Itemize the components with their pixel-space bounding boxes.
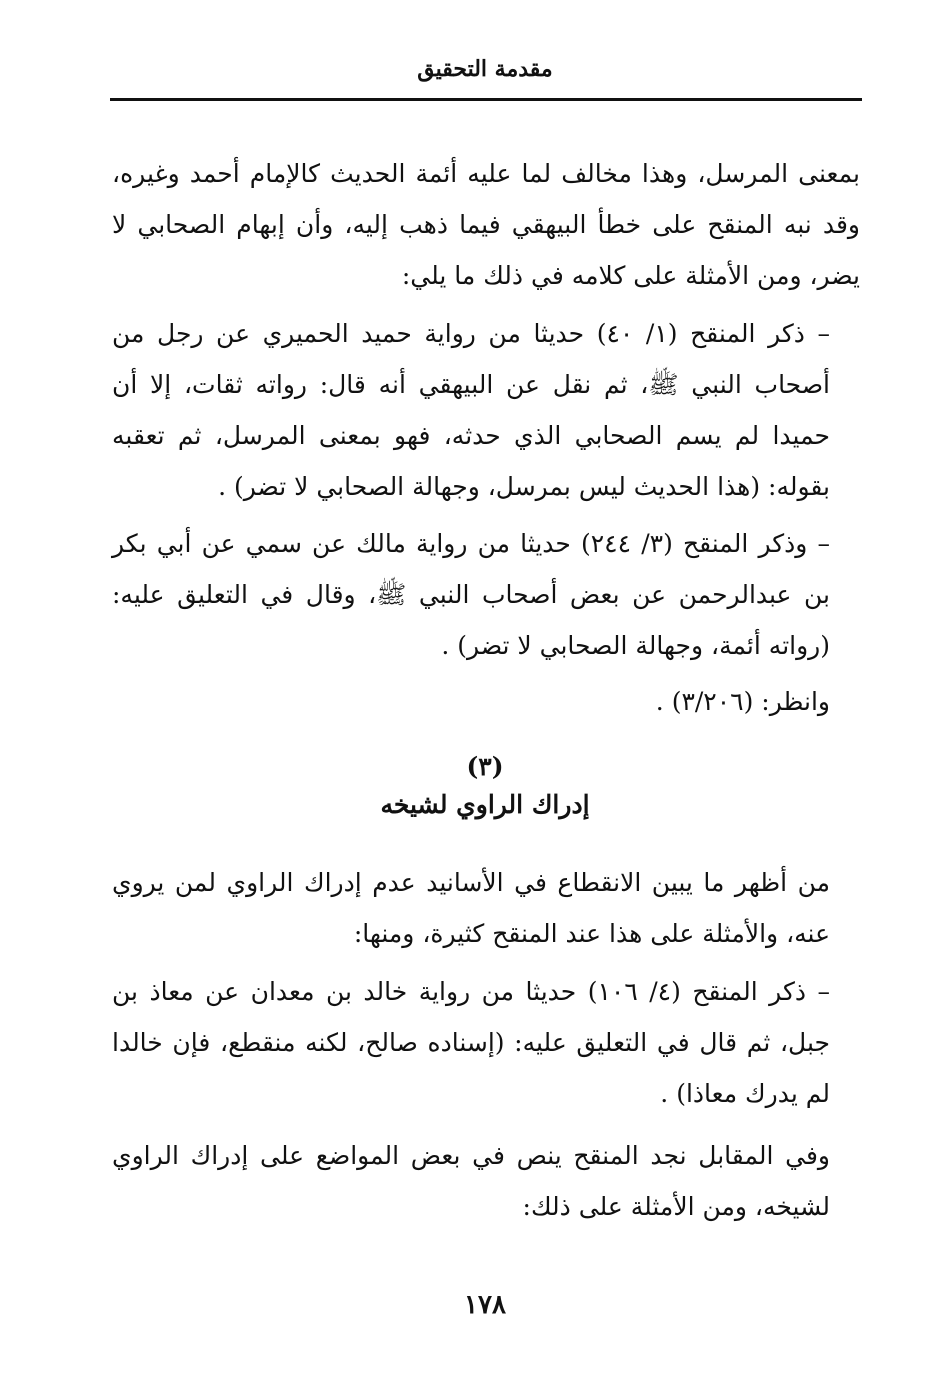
header-rule xyxy=(110,98,862,101)
paragraph-text: من أظهر ما يبين الانقطاع في الأسانيد عدم إدراك الراوي لمن يروي عنه، والأمثلة على هذا عند المنقح كثيرة، ومنها: xyxy=(112,868,830,948)
running-header: مقدمة التحقيق xyxy=(417,56,553,82)
paragraph xyxy=(112,518,860,671)
paragraph xyxy=(112,676,860,727)
section-number: (٣) xyxy=(466,752,504,781)
paragraph-text: – وذكر المنقح (٣/ ٢٤٤) حديثا من رواية مالك عن سمي عن أبي بكر بن عبدالرحمن عن بعض أصحاب النبي ﷺ، وقال في التعليق عليه: (رواته أئمة، وجهالة الصحابي لا تضر) . xyxy=(112,529,830,660)
paragraph xyxy=(112,148,860,301)
page-number: ١٧٨ xyxy=(464,1290,506,1320)
paragraph xyxy=(112,857,860,959)
paragraph xyxy=(112,1130,860,1232)
paragraph-text: بمعنى المرسل، وهذا مخالف لما عليه أئمة الحديث كالإمام أحمد وغيره، وقد نبه المنقح على خطأ البيهقي فيما ذهب إليه، وأن إبهام الصحابي لا يضر، ومن الأمثلة على كلامه في ذلك ما يلي: xyxy=(112,159,860,290)
paragraph-text: – ذكر المنقح (٤/ ١٠٦) حديثا من رواية خالد بن معدان عن معاذ بن جبل، ثم قال في التعليق عليه: (إسناده صالح، لكنه منقطع، فإن خالدا لم يدرك معاذا) . xyxy=(112,977,830,1108)
paragraph xyxy=(112,966,860,1119)
paragraph-text: وفي المقابل نجد المنقح ينص في بعض المواضع على إدراك الراوي لشيخه، ومن الأمثلة على ذلك: xyxy=(112,1141,830,1221)
paragraph-text: – ذكر المنقح (١/ ٤٠) حديثا من رواية حميد الحميري عن رجل من أصحاب النبي ﷺ، ثم نقل عن البيهقي أنه قال: رواته ثقات، إلا أن حميدا لم يسم الصحابي الذي حدثه، فهو بمعنى المرسل، ثم تعقبه بقوله: (هذا الحديث ليس بمرسل، وجهالة الصحابي لا تضر) . xyxy=(112,319,830,501)
section-title: إدراك الراوي لشيخه xyxy=(380,790,590,819)
paragraph xyxy=(112,308,860,512)
paragraph-text: وانظر: (٣/٢٠٦) . xyxy=(655,687,830,716)
